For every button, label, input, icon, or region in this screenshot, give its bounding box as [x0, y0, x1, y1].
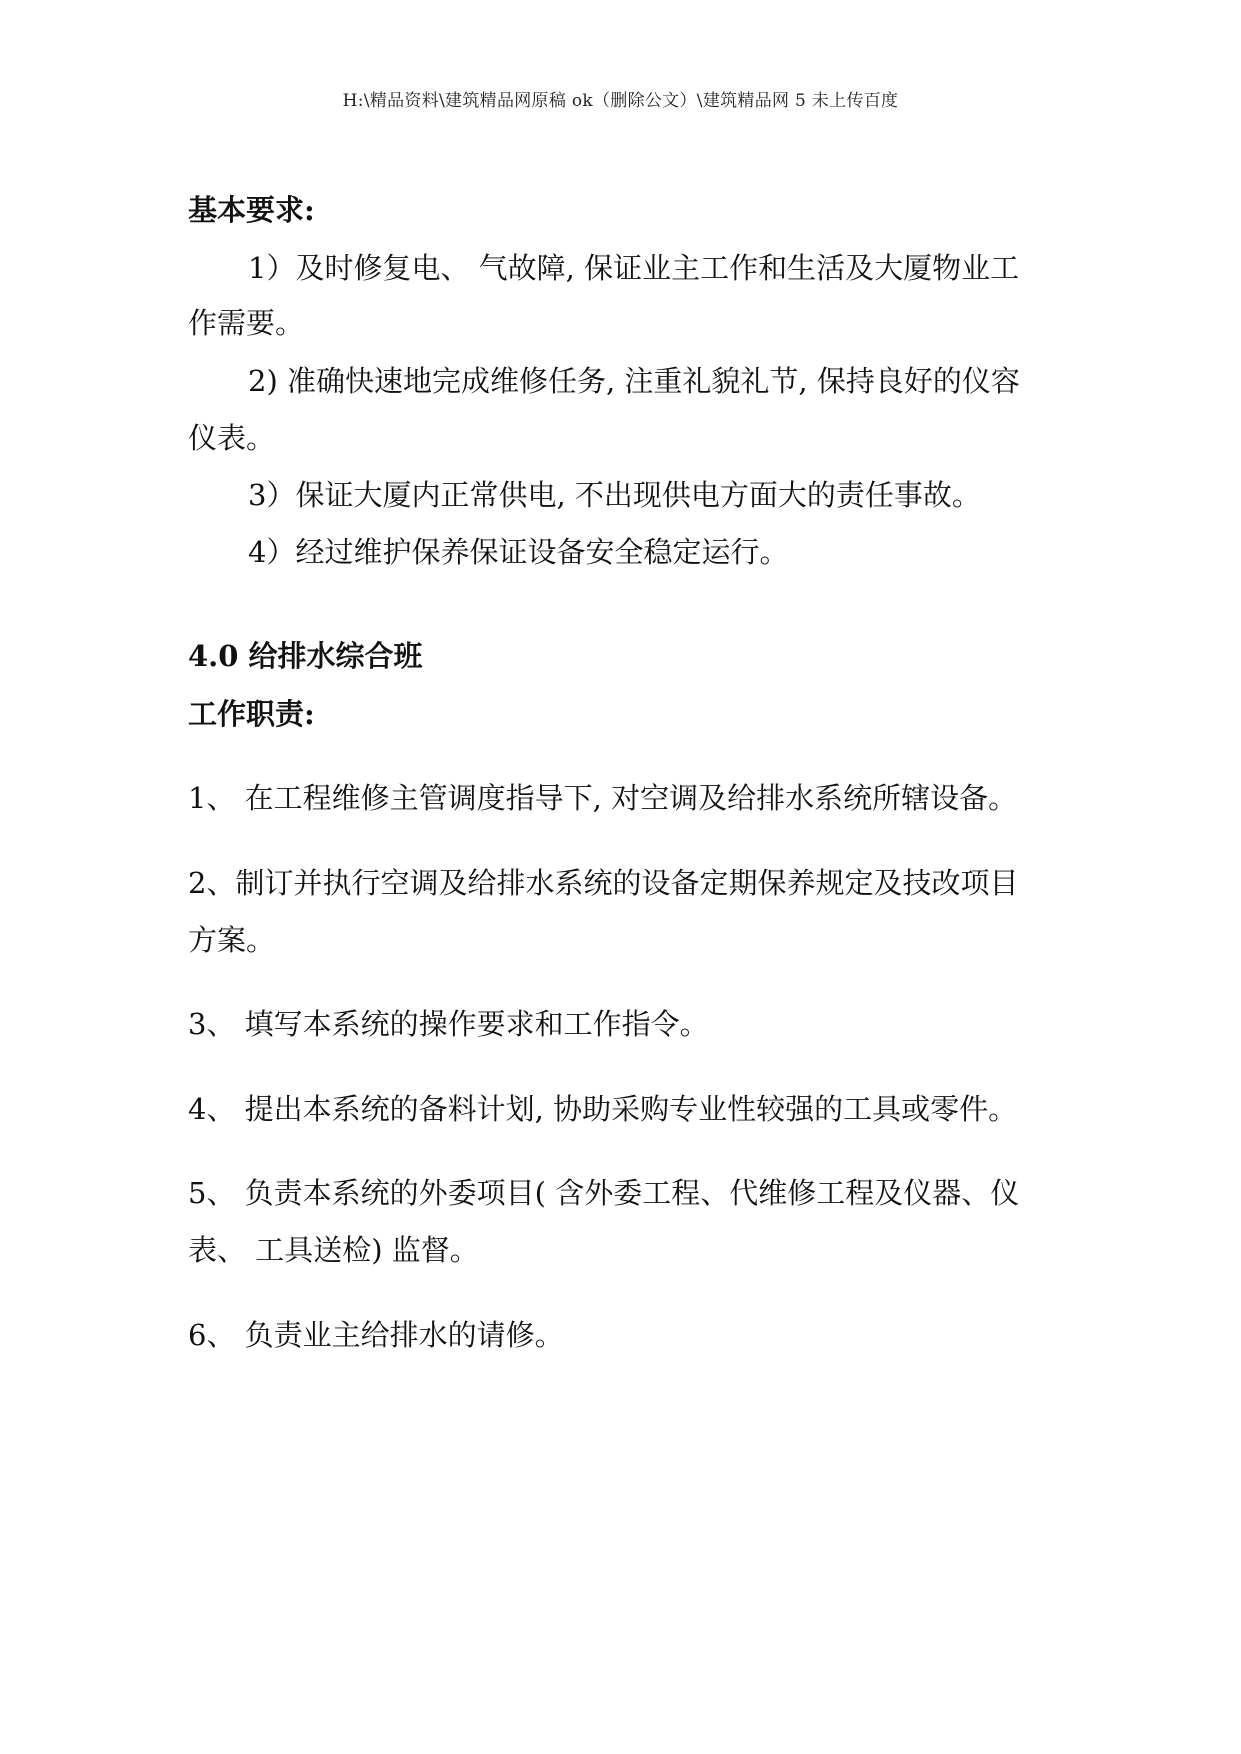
duty-2-line-2: 方案。	[188, 923, 276, 957]
requirement-3: 3）保证大厦内正常供电, 不出现供电方面大的责任事故。	[248, 478, 981, 512]
duty-3: 3、 填写本系统的操作要求和工作指令。	[188, 1007, 709, 1041]
duty-5-line-1: 5、 负责本系统的外委项目( 含外委工程、代维修工程及仪器、仪	[188, 1176, 1020, 1210]
duty-6: 6、 负责业主给排水的请修。	[188, 1318, 564, 1352]
duty-4: 4、 提出本系统的备料计划, 协助采购专业性较强的工具或零件。	[188, 1092, 1018, 1126]
duty-5-line-2: 表、 工具送检) 监督。	[188, 1233, 479, 1267]
basic-requirements-heading: 基本要求:	[188, 193, 315, 227]
requirement-2-line-1: 2) 准确快速地完成维修任务, 注重礼貌礼节, 保持良好的仪容	[248, 364, 1020, 398]
duties-heading: 工作职责:	[188, 697, 315, 731]
requirement-1-line-2: 作需要。	[188, 306, 305, 340]
page-header-path: H:\精品资料\建筑精品网原稿 ok（删除公文）\建筑精品网 5 未上传百度	[342, 91, 899, 111]
team-heading: 4.0 给排水综合班	[188, 639, 423, 673]
requirement-4: 4）经过维护保养保证设备安全稳定运行。	[248, 535, 789, 569]
requirement-2-line-2: 仪表。	[188, 421, 276, 455]
requirement-1-line-1: 1）及时修复电、 气故障, 保证业主工作和生活及大厦物业工	[248, 251, 1020, 285]
duty-1: 1、 在工程维修主管调度指导下, 对空调及给排水系统所辖设备。	[188, 781, 1018, 815]
duty-2-line-1: 2、制订并执行空调及给排水系统的设备定期保养规定及技改项目	[188, 866, 1019, 900]
